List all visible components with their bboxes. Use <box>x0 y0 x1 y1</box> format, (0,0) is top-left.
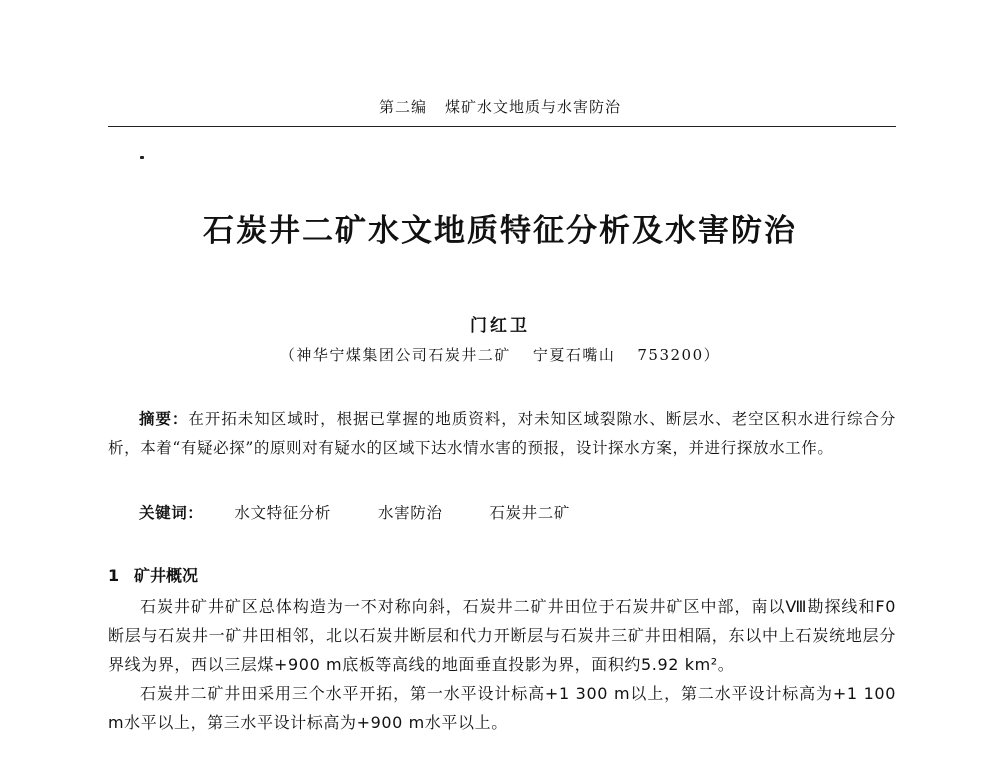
body-paragraph: 石炭井二矿井田采用三个水平开拓，第一水平设计标高+1 300 m以上，第二水平设计标高为+1 100 m水平以上，第三水平设计标高为+900 m水平以上。 <box>108 684 896 732</box>
keywords <box>108 498 896 528</box>
affiliation-org: （神华宁煤集团公司石炭井二矿 <box>279 346 511 364</box>
keywords-label: 关键词： <box>139 503 204 522</box>
author-name: 门红卫 <box>470 316 530 336</box>
scan-speck <box>140 156 144 159</box>
affiliation-location: 宁夏石嘴山 <box>532 346 616 364</box>
header-rule <box>108 126 896 127</box>
keyword-item: 水害防治 <box>378 504 443 522</box>
running-header <box>0 96 1000 117</box>
running-header-part: 第二编 <box>378 98 427 116</box>
section-title: 矿井概况 <box>134 566 199 585</box>
abstract-label: 摘要： <box>139 409 189 428</box>
keyword-item: 石炭井二矿 <box>489 504 570 522</box>
paper-title: 石炭井二矿水文地质特征分析及水害防治 <box>203 213 797 249</box>
keyword-item: 水文特征分析 <box>234 504 332 522</box>
section-body <box>108 592 896 737</box>
author-affiliation <box>0 344 1000 365</box>
section-heading <box>108 563 198 586</box>
abstract-text: 在开拓未知区域时，根据已掌握的地质资料，对未知区域裂隙水、断层水、老空区积水进行综合分析，本着“有疑必探”的原则对有疑水的区域下达水情水害的预报，设计探水方案，并进行探放水工作。 <box>108 410 896 457</box>
abstract <box>108 404 896 463</box>
body-paragraph: 石炭井矿井矿区总体构造为一不对称向斜，石炭井二矿井田位于石炭井矿区中部，南以Ⅷ勘探线和F0断层与石炭井一矿井田相邻，北以石炭井断层和代力开断层与石炭井三矿井田相隔，东以中上石炭统地层分界线为界，西以三层煤+900 m底板等高线的地面垂直投影为界，面积约5.92 km²。 <box>108 597 896 674</box>
affiliation-postcode: 753200） <box>637 346 721 364</box>
section-number: 1 <box>108 566 120 585</box>
running-header-title: 煤矿水文地质与水害防治 <box>445 98 622 116</box>
